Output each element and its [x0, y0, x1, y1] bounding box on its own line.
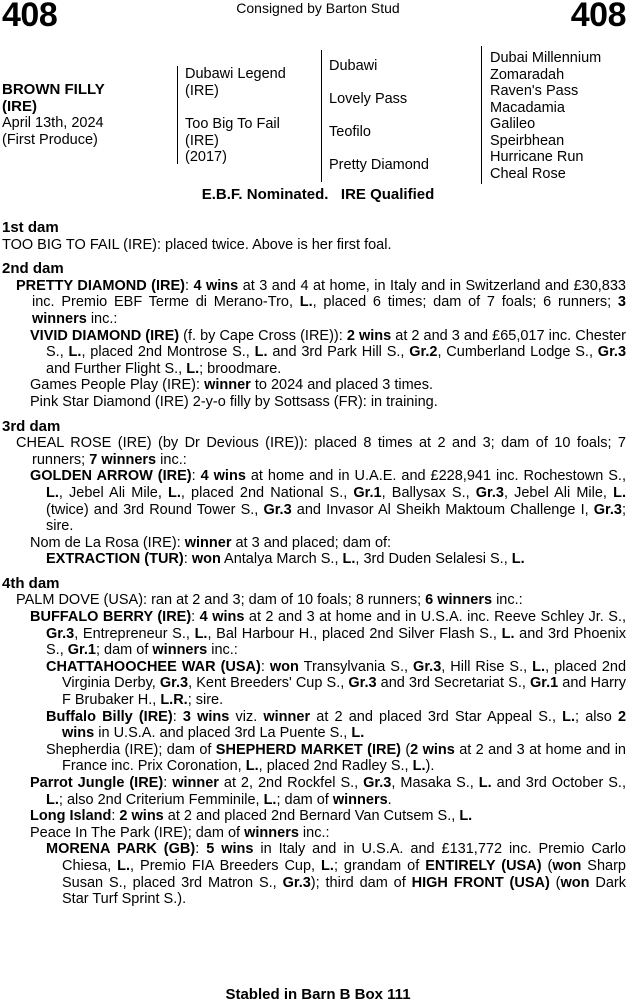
- pedigree-divider: [177, 66, 178, 164]
- first-dam-text: TOO BIG TO FAIL (IRE): placed twice. Above is her first foal.: [2, 236, 392, 253]
- lot-number-left: 408: [2, 0, 58, 34]
- produce-entry: MORENA PARK (GB): 5 wins in Italy and in U.S.A. and £131,772 inc. Premio Carlo Chiesa, L., Premio FIA Breeders Cup, L.; grandam of ENTIRELY (USA) (won Sharp Susan S., placed 3rd Matron S., Gr.3); third dam of HIGH FRONT (USA) (won Dark Star Turf Sprint S.).: [46, 841, 626, 908]
- produce-entry: CHATTAHOOCHEE WAR (USA): won Transylvania S., Gr.3, Hill Rise S., L., placed 2nd Virginia Derby, Gr.3, Kent Breeders' Cup S., Gr.3 and 3rd Secretariat S., Gr.1 and Harry F Brubaker H., L.R.; sire.: [46, 658, 627, 709]
- catalogue-body: [2, 220, 626, 908]
- foaling-date: April 13th, 2024: [2, 115, 104, 131]
- produce-entry: Games People Play (IRE): winner to 2024 and placed 3 times.: [30, 377, 433, 394]
- horse-description: [2, 82, 105, 148]
- stabling-info: Stabled in Barn B Box 111: [225, 986, 411, 1003]
- section-heading-4th-dam: 4th dam: [2, 574, 60, 592]
- section-heading-3rd-dam: 3rd dam: [2, 417, 61, 435]
- horse-country: (IRE): [2, 97, 37, 115]
- lot-number-right: 408: [570, 0, 626, 34]
- section-heading-2nd-dam: 2nd dam: [2, 260, 64, 278]
- grandsire-1: Dubawi: [329, 58, 378, 74]
- produce-entry: Pink Star Diamond (IRE) 2-y-o filly by Sottsass (FR): in training.: [30, 393, 438, 410]
- produce-entry: Peace In The Park (IRE); dam of winners inc.:: [30, 824, 330, 841]
- section-heading-1st-dam: 1st dam: [2, 219, 59, 236]
- horse-sex-colour: BROWN FILLY: [2, 81, 105, 98]
- produce-note: (First Produce): [2, 131, 98, 148]
- produce-entry: EXTRACTION (TUR): won Antalya March S., L., 3rd Duden Selalesi S., L.: [46, 551, 525, 568]
- produce-entry: BUFFALO BERRY (IRE): 4 wins at 2 and 3 at home and in U.S.A. inc. Reeve Schley Jr. S., Gr.3, Entrepreneur S., L., Bal Harbour H., placed 2nd Silver Flash S., L. and 3rd Phoenix S., Gr.1; dam of winners inc.:: [30, 609, 627, 659]
- great-grandparents: Dubai Millennium Zomaradah Raven's Pass Macadamia Galileo Speirbhean Hurricane Run Cheal Rose: [490, 50, 602, 182]
- produce-entry: Long Island: 2 wins at 2 and placed 2nd Bernard Van Cutsem S., L.: [30, 808, 473, 825]
- produce-entry: Parrot Jungle (IRE): winner at 2, 2nd Rockfel S., Gr.3, Masaka S., L. and 3rd October S., L.; also 2nd Criterium Femminile, L.; dam of winners.: [30, 775, 626, 808]
- granddam-2: Pretty Diamond: [329, 157, 429, 173]
- dam: Too Big To Fail (IRE) (2017): [185, 116, 280, 165]
- produce-entry: Nom de La Rosa (IRE): winner at 3 and placed; dam of:: [30, 534, 392, 551]
- produce-entry: Buffalo Billy (IRE): 3 wins viz. winner at 2 and placed 3rd Star Appeal S., L.; also 2 wins in U.S.A. and placed 3rd La Puente S., L.: [46, 708, 627, 742]
- second-dam-entry: PRETTY DIAMOND (IRE): 4 wins at 3 and 4 at home, in Italy and in Switzerland and £30,833 inc. Premio EBF Terme di Merano-Tro, L., placed 6 times; dam of 7 foals; 6 runners; 3 winners inc.:: [16, 277, 626, 327]
- grandsire-2: Teofilo: [329, 124, 371, 140]
- produce-entry: Shepherdia (IRE); dam of SHEPHERD MARKET (IRE) (2 wins at 2 and 3 at home and in France inc. Prix Coronation, L., placed 2nd Radley S., L.).: [46, 741, 627, 775]
- produce-entry: GOLDEN ARROW (IRE): 4 wins at home and in U.A.E. and £228,941 inc. Rochestown S., L., Jebel Ali Mile, L., placed 2nd National S., Gr.1, Ballysax S., Gr.3, Jebel Ali Mile, L. (twice) and 3rd Round Tower S., Gr.3 and Invasor Al Sheikh Maktoum Challenge I, Gr.3; sire.: [30, 468, 627, 535]
- consignor: Consigned by Barton Stud: [236, 0, 400, 16]
- pedigree-table: [0, 46, 636, 184]
- ebf-qualification: E.B.F. Nominated. IRE Qualified: [201, 186, 435, 203]
- produce-entry: VIVID DIAMOND (IRE) (f. by Cape Cross (IRE)): 2 wins at 2 and 3 and £65,017 inc. Chester S., L., placed 2nd Montrose S., L. and 3rd Park Hill S., Gr.2, Cumberland Lodge S., Gr.3 and Further Flight S., L.; broodmare.: [30, 327, 627, 377]
- pedigree-divider: [321, 50, 322, 182]
- third-dam-entry: CHEAL ROSE (IRE) (by Dr Devious (IRE)): placed 8 times at 2 and 3; dam of 10 foals; 7 runners; 7 winners inc.:: [16, 435, 626, 468]
- granddam-1: Lovely Pass: [329, 91, 408, 107]
- sire: Dubawi Legend (IRE): [185, 66, 286, 99]
- pedigree-divider: [481, 46, 482, 184]
- fourth-dam-entry: PALM DOVE (USA): ran at 2 and 3; dam of 10 foals; 8 runners; 6 winners inc.:: [16, 592, 523, 609]
